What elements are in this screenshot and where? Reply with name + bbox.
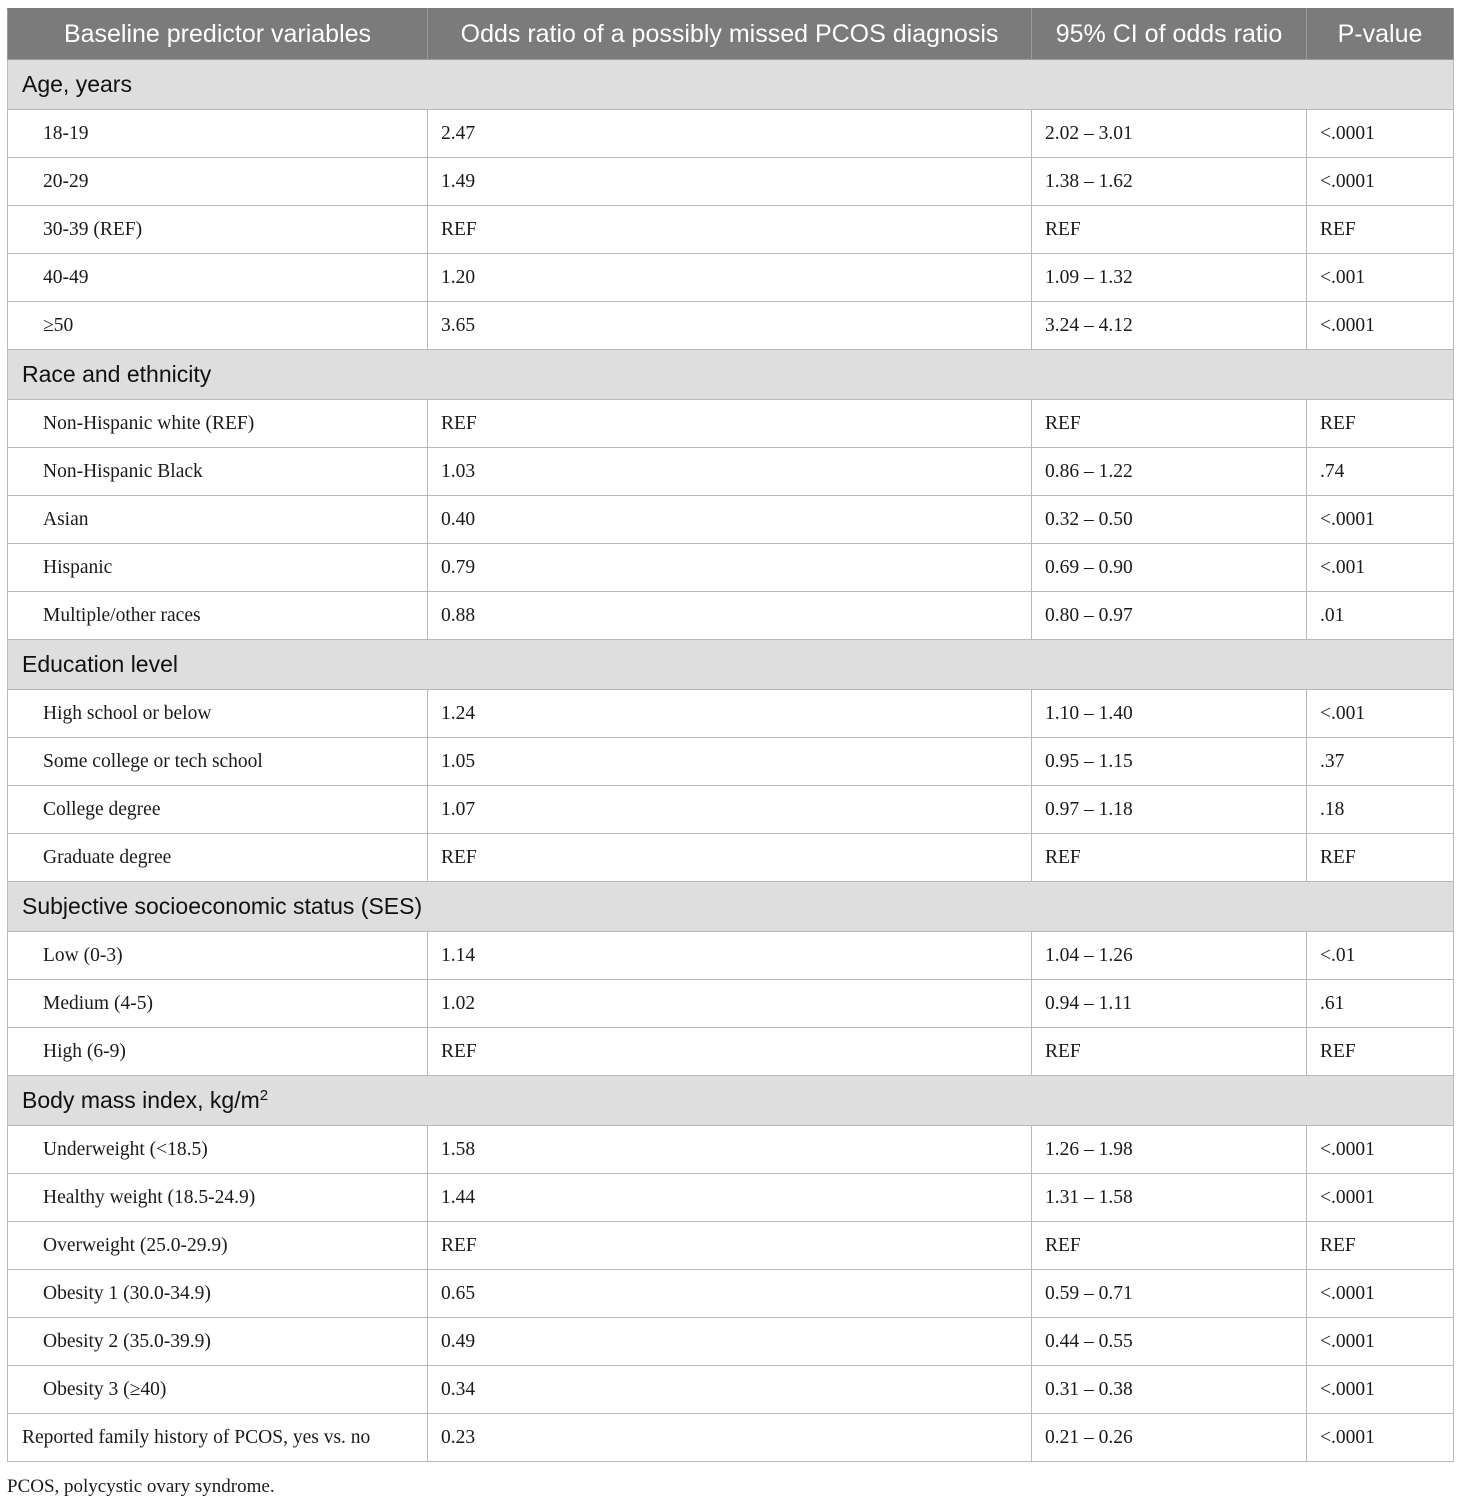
group-header-cell <box>8 1076 1454 1126</box>
variable-label-cell: 20-29 <box>8 158 428 206</box>
confidence-interval-cell: 0.31 – 0.38 <box>1032 1366 1307 1414</box>
variable-label-cell: Non-Hispanic Black <box>8 448 428 496</box>
table-row <box>8 1366 1454 1414</box>
variable-label-cell: Obesity 1 (30.0-34.9) <box>8 1270 428 1318</box>
confidence-interval-cell: 0.97 – 1.18 <box>1032 786 1307 834</box>
odds-ratio-cell: 1.49 <box>428 158 1032 206</box>
table-row <box>8 1028 1454 1076</box>
odds-ratio-cell: 1.03 <box>428 448 1032 496</box>
odds-ratio-cell: REF <box>428 400 1032 448</box>
p-value-cell: REF <box>1307 1222 1454 1270</box>
odds-ratio-cell: 0.79 <box>428 544 1032 592</box>
variable-label-cell: Non-Hispanic white (REF) <box>8 400 428 448</box>
variable-label-cell: Obesity 3 (≥40) <box>8 1366 428 1414</box>
confidence-interval-cell: 1.31 – 1.58 <box>1032 1174 1307 1222</box>
odds-ratio-cell: 1.07 <box>428 786 1032 834</box>
table-row <box>8 980 1454 1028</box>
table-header <box>8 9 1454 60</box>
odds-ratio-table <box>7 8 1454 1462</box>
odds-ratio-cell: 0.49 <box>428 1318 1032 1366</box>
table-row <box>8 690 1454 738</box>
table-row <box>8 786 1454 834</box>
p-value-cell: .01 <box>1307 592 1454 640</box>
p-value-cell: REF <box>1307 400 1454 448</box>
odds-ratio-cell: REF <box>428 206 1032 254</box>
p-value-cell: .18 <box>1307 786 1454 834</box>
group-header-cell <box>8 350 1454 400</box>
group-header-cell <box>8 60 1454 110</box>
header-odds-ratio: Odds ratio of a possibly missed PCOS diagnosis <box>428 9 1032 60</box>
p-value-cell: <.0001 <box>1307 302 1454 350</box>
table-body <box>8 60 1454 1462</box>
confidence-interval-cell: REF <box>1032 400 1307 448</box>
group-header-cell <box>8 640 1454 690</box>
confidence-interval-cell: REF <box>1032 834 1307 882</box>
results-table-container <box>7 8 1453 1462</box>
variable-label-cell: 30-39 (REF) <box>8 206 428 254</box>
p-value-cell: <.0001 <box>1307 1366 1454 1414</box>
p-value-cell: .61 <box>1307 980 1454 1028</box>
table-row <box>8 738 1454 786</box>
header-confidence-interval: 95% CI of odds ratio <box>1032 9 1307 60</box>
table-row <box>8 400 1454 448</box>
variable-label-cell: Obesity 2 (35.0-39.9) <box>8 1318 428 1366</box>
confidence-interval-cell: 0.86 – 1.22 <box>1032 448 1307 496</box>
p-value-cell: REF <box>1307 206 1454 254</box>
odds-ratio-cell: 1.02 <box>428 980 1032 1028</box>
table-row <box>8 1414 1454 1462</box>
odds-ratio-cell: 2.47 <box>428 110 1032 158</box>
group-header-row <box>8 60 1454 110</box>
p-value-cell: <.0001 <box>1307 496 1454 544</box>
table-row <box>8 1318 1454 1366</box>
confidence-interval-cell: 1.38 – 1.62 <box>1032 158 1307 206</box>
table-row <box>8 448 1454 496</box>
odds-ratio-cell: REF <box>428 834 1032 882</box>
p-value-cell: .74 <box>1307 448 1454 496</box>
group-header-row <box>8 350 1454 400</box>
variable-label-cell: Hispanic <box>8 544 428 592</box>
variable-label-cell: Healthy weight (18.5-24.9) <box>8 1174 428 1222</box>
confidence-interval-cell: 1.10 – 1.40 <box>1032 690 1307 738</box>
p-value-cell: <.0001 <box>1307 158 1454 206</box>
variable-label-cell: High (6-9) <box>8 1028 428 1076</box>
p-value-cell: <.0001 <box>1307 1318 1454 1366</box>
table-row <box>8 302 1454 350</box>
variable-label-cell: Asian <box>8 496 428 544</box>
table-row <box>8 496 1454 544</box>
odds-ratio-cell: REF <box>428 1028 1032 1076</box>
confidence-interval-cell: REF <box>1032 206 1307 254</box>
table-row <box>8 1222 1454 1270</box>
p-value-cell: <.0001 <box>1307 1270 1454 1318</box>
table-row <box>8 544 1454 592</box>
table-row <box>8 592 1454 640</box>
confidence-interval-cell: 0.21 – 0.26 <box>1032 1414 1307 1462</box>
odds-ratio-cell: 3.65 <box>428 302 1032 350</box>
confidence-interval-cell: 1.26 – 1.98 <box>1032 1126 1307 1174</box>
variable-label-cell: College degree <box>8 786 428 834</box>
p-value-cell: REF <box>1307 834 1454 882</box>
variable-label-cell: Underweight (<18.5) <box>8 1126 428 1174</box>
confidence-interval-cell: 0.95 – 1.15 <box>1032 738 1307 786</box>
table-row <box>8 158 1454 206</box>
confidence-interval-cell: 0.32 – 0.50 <box>1032 496 1307 544</box>
confidence-interval-cell: 0.44 – 0.55 <box>1032 1318 1307 1366</box>
odds-ratio-cell: 1.58 <box>428 1126 1032 1174</box>
variable-label-cell: Reported family history of PCOS, yes vs. no <box>8 1414 428 1462</box>
confidence-interval-cell: 0.94 – 1.11 <box>1032 980 1307 1028</box>
variable-label-cell: 18-19 <box>8 110 428 158</box>
p-value-cell: <.0001 <box>1307 1414 1454 1462</box>
table-footnote: PCOS, polycystic ovary syndrome. <box>7 1476 275 1497</box>
group-header-cell <box>8 882 1454 932</box>
group-header-row <box>8 882 1454 932</box>
variable-label-cell: Graduate degree <box>8 834 428 882</box>
variable-label-cell: Low (0-3) <box>8 932 428 980</box>
table-row <box>8 1270 1454 1318</box>
odds-ratio-cell: 1.24 <box>428 690 1032 738</box>
table-row <box>8 110 1454 158</box>
p-value-cell: <.01 <box>1307 932 1454 980</box>
odds-ratio-cell: 1.05 <box>428 738 1032 786</box>
group-label: Age, years <box>22 71 132 97</box>
header-row <box>8 9 1454 60</box>
p-value-cell: <.001 <box>1307 544 1454 592</box>
header-p-value: P-value <box>1307 9 1454 60</box>
variable-label-cell: Some college or tech school <box>8 738 428 786</box>
odds-ratio-cell: 1.44 <box>428 1174 1032 1222</box>
group-label-superscript: 2 <box>259 1087 269 1104</box>
table-row <box>8 834 1454 882</box>
odds-ratio-cell: 0.40 <box>428 496 1032 544</box>
odds-ratio-cell: 0.34 <box>428 1366 1032 1414</box>
group-header-row <box>8 640 1454 690</box>
p-value-cell: <.0001 <box>1307 1126 1454 1174</box>
table-row <box>8 254 1454 302</box>
odds-ratio-cell: 0.88 <box>428 592 1032 640</box>
variable-label-cell: ≥50 <box>8 302 428 350</box>
confidence-interval-cell: 3.24 – 4.12 <box>1032 302 1307 350</box>
p-value-cell: .37 <box>1307 738 1454 786</box>
table-row <box>8 1174 1454 1222</box>
variable-label-cell: 40-49 <box>8 254 428 302</box>
odds-ratio-cell: 1.20 <box>428 254 1032 302</box>
confidence-interval-cell: 0.80 – 0.97 <box>1032 592 1307 640</box>
odds-ratio-cell: 1.14 <box>428 932 1032 980</box>
p-value-cell: REF <box>1307 1028 1454 1076</box>
confidence-interval-cell: REF <box>1032 1222 1307 1270</box>
table-row <box>8 932 1454 980</box>
variable-label-cell: High school or below <box>8 690 428 738</box>
confidence-interval-cell: 2.02 – 3.01 <box>1032 110 1307 158</box>
variable-label-cell: Overweight (25.0-29.9) <box>8 1222 428 1270</box>
group-label: Education level <box>22 651 178 677</box>
group-label: Subjective socioeconomic status (SES) <box>22 893 423 919</box>
group-header-row <box>8 1076 1454 1126</box>
odds-ratio-cell: 0.23 <box>428 1414 1032 1462</box>
p-value-cell: <.0001 <box>1307 1174 1454 1222</box>
p-value-cell: <.001 <box>1307 690 1454 738</box>
odds-ratio-cell: REF <box>428 1222 1032 1270</box>
variable-label-cell: Multiple/other races <box>8 592 428 640</box>
variable-label-cell: Medium (4-5) <box>8 980 428 1028</box>
confidence-interval-cell: 0.59 – 0.71 <box>1032 1270 1307 1318</box>
p-value-cell: <.0001 <box>1307 110 1454 158</box>
confidence-interval-cell: REF <box>1032 1028 1307 1076</box>
group-label: Body mass index, kg/m <box>22 1087 260 1113</box>
group-label: Race and ethnicity <box>22 361 212 387</box>
header-predictor-variables: Baseline predictor variables <box>8 9 428 60</box>
table-row <box>8 1126 1454 1174</box>
p-value-cell: <.001 <box>1307 254 1454 302</box>
table-row <box>8 206 1454 254</box>
confidence-interval-cell: 1.09 – 1.32 <box>1032 254 1307 302</box>
odds-ratio-cell: 0.65 <box>428 1270 1032 1318</box>
confidence-interval-cell: 0.69 – 0.90 <box>1032 544 1307 592</box>
confidence-interval-cell: 1.04 – 1.26 <box>1032 932 1307 980</box>
